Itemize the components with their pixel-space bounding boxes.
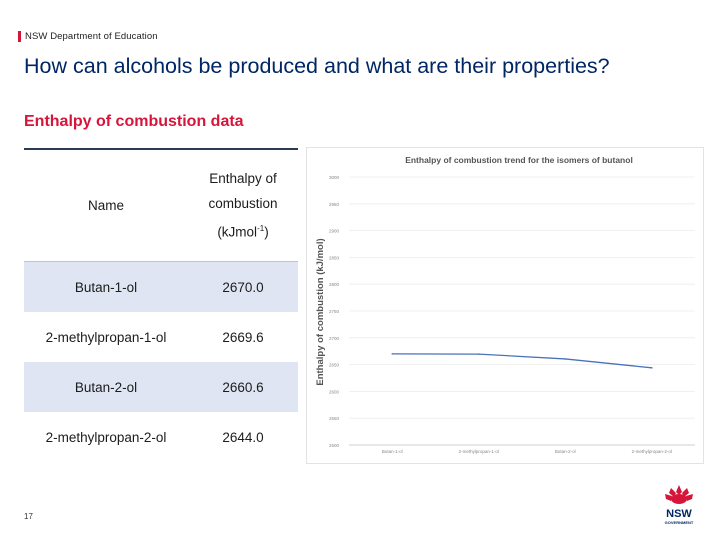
table-row bbox=[24, 412, 298, 462]
data-point bbox=[651, 367, 653, 369]
enthalpy-header-line3 bbox=[188, 216, 298, 245]
data-point bbox=[564, 358, 566, 360]
enthalpy-value: 2660.6 bbox=[222, 379, 264, 395]
y-axis-label: Enthalpy of combustion (kJ/mol) bbox=[315, 238, 326, 386]
enthalpy-trend-chart bbox=[306, 147, 704, 464]
y-tick-label: 2950 bbox=[329, 201, 340, 207]
x-tick-label: Butan-1-ol bbox=[381, 449, 403, 454]
chart-canvas bbox=[307, 148, 703, 463]
enthalpy-header-unit: (kJmol bbox=[217, 224, 258, 240]
logo-text: NSW bbox=[666, 508, 692, 520]
y-tick-label: 2850 bbox=[329, 255, 340, 261]
enthalpy-header-line2: combustion bbox=[208, 196, 278, 212]
table-row bbox=[24, 312, 298, 362]
table-header-row bbox=[24, 150, 298, 262]
y-tick-label: 2600 bbox=[329, 389, 340, 395]
slide-subtitle: Enthalpy of combustion data bbox=[24, 113, 244, 130]
y-tick-label: 2750 bbox=[329, 309, 340, 314]
x-tick-label: 2-methylpropan-1-ol bbox=[458, 449, 499, 454]
enthalpy-value: 2644.0 bbox=[222, 429, 264, 445]
alcohol-name: Butan-2-ol bbox=[74, 379, 138, 395]
enthalpy-header-close: ) bbox=[264, 224, 269, 240]
nsw-government-logo bbox=[658, 483, 700, 527]
y-tick-label: 2550 bbox=[329, 416, 340, 422]
waratah-icon bbox=[658, 483, 700, 527]
alcohol-name: Butan-1-ol bbox=[74, 279, 138, 295]
name-column-header: Name bbox=[87, 198, 124, 213]
logo-subtext: GOVERNMENT bbox=[664, 520, 694, 525]
chart-ticks bbox=[329, 175, 672, 454]
brand-accent-bar bbox=[18, 31, 21, 42]
x-tick-label: 2-methylpropan-2-ol bbox=[631, 449, 672, 454]
y-tick-label: 2700 bbox=[329, 335, 340, 341]
y-tick-label: 2500 bbox=[329, 443, 340, 448]
data-point bbox=[391, 353, 393, 355]
enthalpy-value: 2669.6 bbox=[222, 329, 264, 345]
table-row bbox=[24, 362, 298, 412]
y-tick-label: 3000 bbox=[329, 175, 340, 180]
y-tick-label: 2800 bbox=[329, 282, 340, 288]
series-line bbox=[392, 354, 652, 368]
enthalpy-header-line1: Enthalpy of bbox=[209, 171, 277, 187]
alcohol-name: 2-methylpropan-2-ol bbox=[45, 429, 167, 445]
table-row bbox=[24, 262, 298, 312]
chart-title: Enthalpy of combustion trend for the isomers of butanol bbox=[405, 155, 633, 165]
chart-gridlines bbox=[349, 177, 695, 445]
enthalpy-table bbox=[24, 148, 298, 462]
y-tick-label: 2650 bbox=[329, 362, 340, 368]
page-number: 17 bbox=[24, 512, 33, 521]
organisation-name: NSW Department of Education bbox=[25, 30, 158, 42]
enthalpy-column-header bbox=[188, 166, 298, 245]
slide-title: How can alcohols be produced and what are their properties? bbox=[24, 54, 610, 78]
enthalpy-header-exponent: -1 bbox=[257, 224, 265, 234]
y-tick-label: 2900 bbox=[329, 228, 340, 234]
alcohol-name: 2-methylpropan-1-ol bbox=[45, 329, 167, 345]
organisation-header bbox=[18, 30, 158, 42]
chart-series bbox=[391, 353, 652, 369]
data-point bbox=[478, 353, 480, 355]
x-tick-label: Butan-2-ol bbox=[554, 449, 576, 454]
enthalpy-value: 2670.0 bbox=[222, 279, 264, 295]
